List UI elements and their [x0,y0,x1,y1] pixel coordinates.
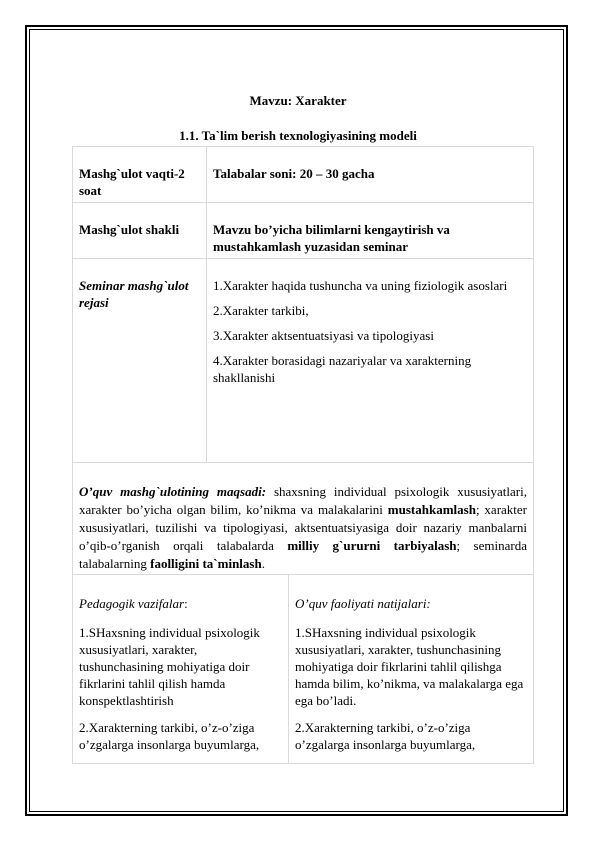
learning-outcome-item: 1.SHaxsning individual psixologik xususiyatlari, xarakter, tushunchasining mohiyatiga doir fikrlarini tahlil qilishga hamda bilim, ko’nikma, va malakalarga ega ega bo’ladi. [295,625,524,708]
goal-emphasis: milliy g`ururni tarbiyalash [287,538,457,553]
pedagogical-task-item: 1.SHaxsning individual psixologik xususiyatlari, xarakter, tushunchasining mohiyatiga doir fikrlarini tahlil qilish hamda konspektlashtirish [79,625,260,708]
plan-item: 1.Xarakter haqida tushuncha va uning fiziologik asoslari [213,278,508,293]
table-row-tasks [72,574,534,764]
learning-outcome-item: 2.Xarakterning tarkibi, o’z-o’ziga o’zgalarga insonlarga buyumlarga, [295,720,476,752]
table-row-time [72,146,534,202]
goal-emphasis: mustahkamlash [387,502,476,517]
table-row-plan [72,258,534,462]
goal-emphasis: faolligini ta`minlash [150,556,262,571]
learning-outcomes-header: O’quv faoliyati natijalari: [295,596,431,611]
goal-text: . [261,556,265,571]
goal-text: shaxsning individual psixologik xususiyatlari, xarakter bo’yicha olgan bilim, ko’nikma va malakalarini [79,484,527,517]
table-row-form [72,202,534,258]
plan-item: 3.Xarakter aktsentuatsiyasi va tipologiyasi [213,328,434,343]
time-label: Mashg`ulot vaqti-2 soat [79,166,185,198]
goal-text: ; seminarda talabalarning [79,538,527,571]
form-value: Mavzu bo’yicha bilimlarni kengaytirish va mustahkamlash yuzasidan seminar [213,222,450,254]
pedagogical-tasks-header: Pedagogik vazifalar: [79,596,188,611]
form-label: Mashg`ulot shakli [79,222,180,237]
plan-item: 2.Xarakter tarkibi, [213,303,309,318]
table-row-goal [72,462,534,574]
students-count: Talabalar soni: 20 – 30 gacha [213,166,375,181]
pedagogical-task-item: 2.Xarakterning tarkibi, o’z-o’ziga o’zgalarga insonlarga buyumlarga, [79,720,260,752]
goal-label: O’quv mashg`ulotining maqsadi: [79,484,267,499]
plan-item: 4.Xarakter borasidagi nazariyalar va xarakterning shakllanishi [213,353,472,385]
plan-label: Seminar mashg`ulot rejasi [79,278,189,310]
document-title: Mavzu: Xarakter [249,93,347,108]
section-subtitle: 1.1. Ta`lim berish texnologiyasining modeli [179,128,417,143]
goal-text: ; xarakter xususiyatlari, tuzilishi va tipologiyasi, aktsentuatsiyasiga doir nazariy manbalarni o’qib-o’rganish orqali talabalarda [79,502,527,553]
